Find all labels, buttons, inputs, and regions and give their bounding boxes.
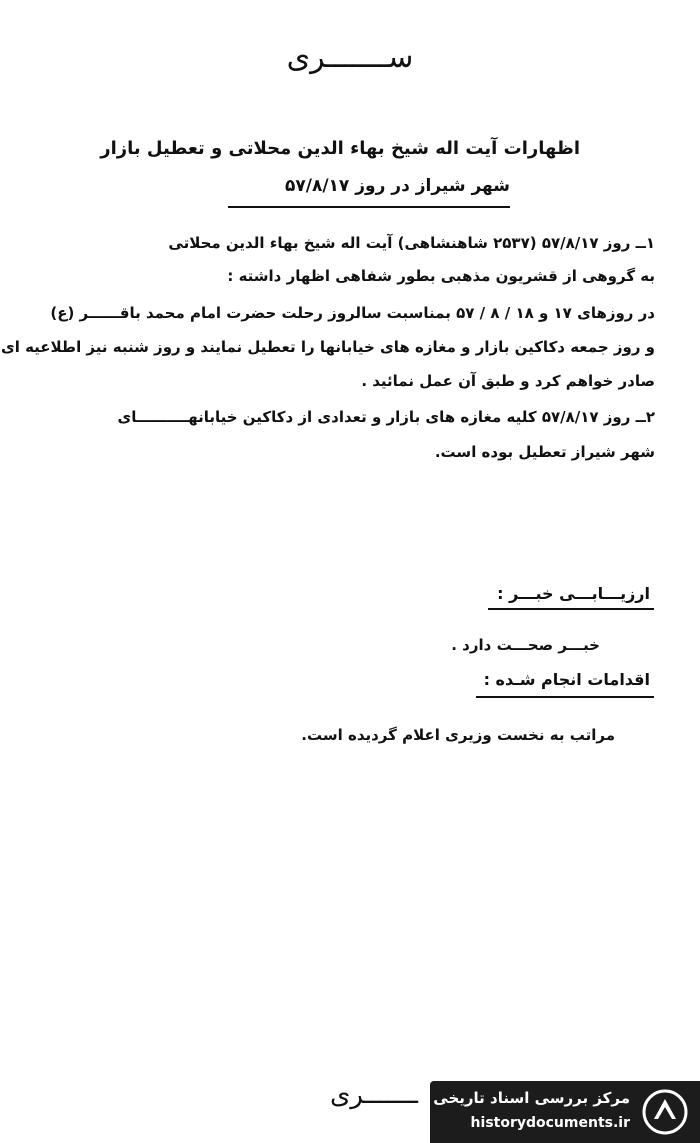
evaluation-underline [488,608,654,610]
watermark-band [430,1081,700,1143]
document-subtitle: شهر شیراز در روز ۵۷/۸/۱۷ [285,176,510,196]
evaluation-label: ارزیـــابـــی خبـــر : [497,584,650,603]
body-line: و روز جمعه دکاکین بازار و مغازه های خیابانها را تعطیل نمایند و روز شنبه نیز اطلاعیه ای [0,338,655,356]
classification-header: ســـــــری [286,40,414,75]
evaluation-value: خبـــر صحـــت دارد . [451,636,600,654]
document-title: اظهارات آیت اله شیخ بهاء الدین محلاتی و تعطیل بازار [100,138,580,159]
archive-logo-icon [642,1089,688,1135]
actions-label: اقدامات انجام شـده : [483,670,650,689]
bottom-signature: ـــــــرى [330,1080,419,1110]
archive-url[interactable]: historydocuments.ir [470,1115,630,1131]
body-line: در روزهای ۱۷ و ۱۸ / ۸ / ۵۷ بمناسبت سالروز رحلت حضرت امام محمد باقــــــر (ع) [50,304,655,322]
archive-org-name: مرکز بررسی اسناد تاریخی [433,1089,630,1107]
body-line: ۲ــ روز ۵۷/۸/۱۷ کلیه مغازه های بازار و تعدادی از دکاکین خیابانهــــــــــای [117,408,655,426]
body-line: ۱ــ روز ۵۷/۸/۱۷ (۲۵۳۷ شاهنشاهی) آیت اله شیخ بهاء الدین محلاتی [168,234,655,252]
title-underline [228,206,510,208]
body-line: شهر شیراز تعطیل بوده است. [434,443,655,461]
body-line: صادر خواهم کرد و طبق آن عمل نمائید . [361,372,655,390]
actions-underline [476,696,654,698]
actions-value: مراتب به نخست وزیری اعلام گردیده است. [301,726,615,744]
body-line: به گروهی از قشریون مذهبی بطور شفاهی اظهار داشته : [227,267,655,285]
